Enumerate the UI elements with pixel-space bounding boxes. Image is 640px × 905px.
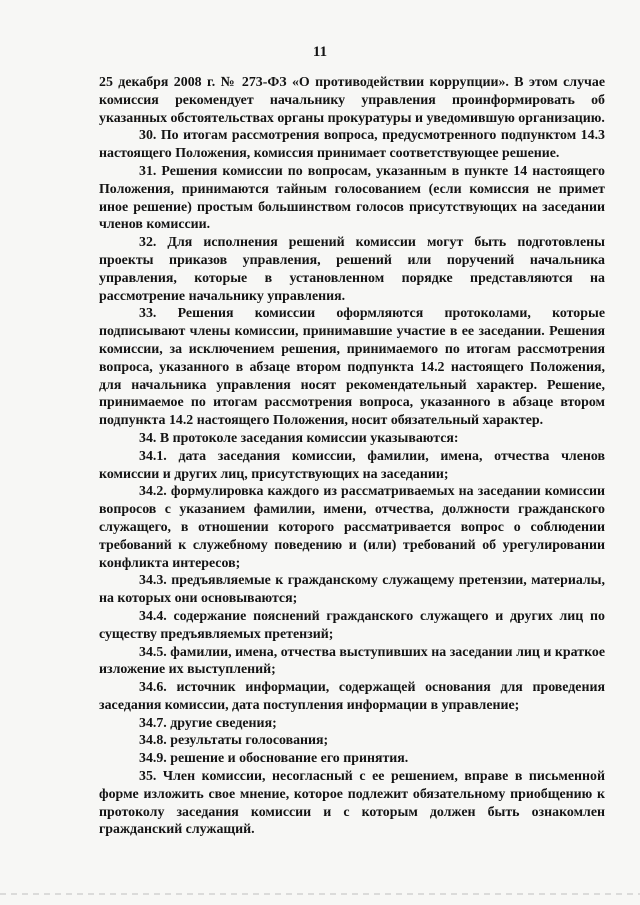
scan-edge-artifact bbox=[0, 893, 640, 895]
paragraph-31: 31. Решения комиссии по вопросам, указанным в пункте 14 настоящего Положения, принимаются тайным голосованием (если комиссия не примет иное решение) простым большинством голосов присутствующих на заседании членов комиссии. bbox=[99, 163, 605, 233]
paragraph-34-8: 34.8. результаты голосования; bbox=[139, 733, 329, 749]
paragraph-32: 32. Для исполнения решений комиссии могут быть подготовлены проекты приказов управления, решений или поручений начальника управления, которые в установленном порядке представляются на рассмотрение начальнику управления. bbox=[99, 235, 605, 304]
paragraph-34-1: 34.1. дата заседания комиссии, фамилии, имена, отчества членов комиссии и других лиц, присутствующих на заседании; bbox=[99, 448, 605, 482]
paragraph-34-4: 34.4. содержание пояснений гражданского служащего и других лиц по существу предъявляемых претензий; bbox=[99, 608, 605, 642]
paragraph-34-6: 34.6. источник информации, содержащей основания для проведения заседания комиссии, дата поступления информации в управление; bbox=[99, 680, 605, 713]
paragraph-30: 30. По итогам рассмотрения вопроса, предусмотренного подпунктом 14.3 настоящего Положения, комиссия принимает соответствующее решение. bbox=[99, 128, 605, 162]
paragraph-35: 35. Член комиссии, несогласный с ее решением, вправе в письменной форме изложить свое мнение, которое подлежит обязательному приобщению к протоколу заседания комиссии и с которым должен быть ознакомлен гражданский служащий. bbox=[99, 769, 605, 838]
paragraph-continuation: 25 декабря 2008 г. № 273-ФЗ «О противодействии коррупции». В этом случае комиссия рекомендует начальнику управления проинформировать об указанных обстоятельствах органы прокуратуры и уведомившую организацию. bbox=[99, 75, 605, 126]
paragraph-34-3: 34.3. предъявляемые к гражданскому служащему претензии, материалы, на которых они основываются; bbox=[99, 573, 605, 607]
paragraph-34-9: 34.9. решение и обоснование его принятия. bbox=[139, 751, 409, 767]
paragraph-34: 34. В протоколе заседания комиссии указываются: bbox=[139, 430, 459, 446]
document-body bbox=[99, 74, 605, 839]
paragraph-34-2: 34.2. формулировка каждого из рассматриваемых на заседании комиссии вопросов с указанием фамилии, имени, отчества, должности гражданского служащего, в отношении которого рассматривается вопрос о соблюдении требований к служебному поведению и (или) требований об урегулировании конфликта интересов; bbox=[99, 484, 605, 571]
paragraph-34-7: 34.7. другие сведения; bbox=[139, 715, 277, 731]
page-number: 11 bbox=[312, 44, 328, 60]
paragraph-34-5: 34.5. фамилии, имена, отчества выступивших на заседании лиц и краткое изложение их выступлений; bbox=[99, 644, 605, 678]
paragraph-33: 33. Решения комиссии оформляются протоколами, которые подписывают члены комиссии, принимавшие участие в ее заседании. Решения комиссии, за исключением решения, принимаемого по итогам рассмотрения вопроса, указанного в абзаце втором подпункта 14.2 настоящего Положения, для начальника управления носят рекомендательный характер. Решение, принимаемое по итогам рассмотрения вопроса, указанного в абзаце втором подпункта 14.2 настоящего Положения, носит обязательный характер. bbox=[99, 306, 605, 429]
